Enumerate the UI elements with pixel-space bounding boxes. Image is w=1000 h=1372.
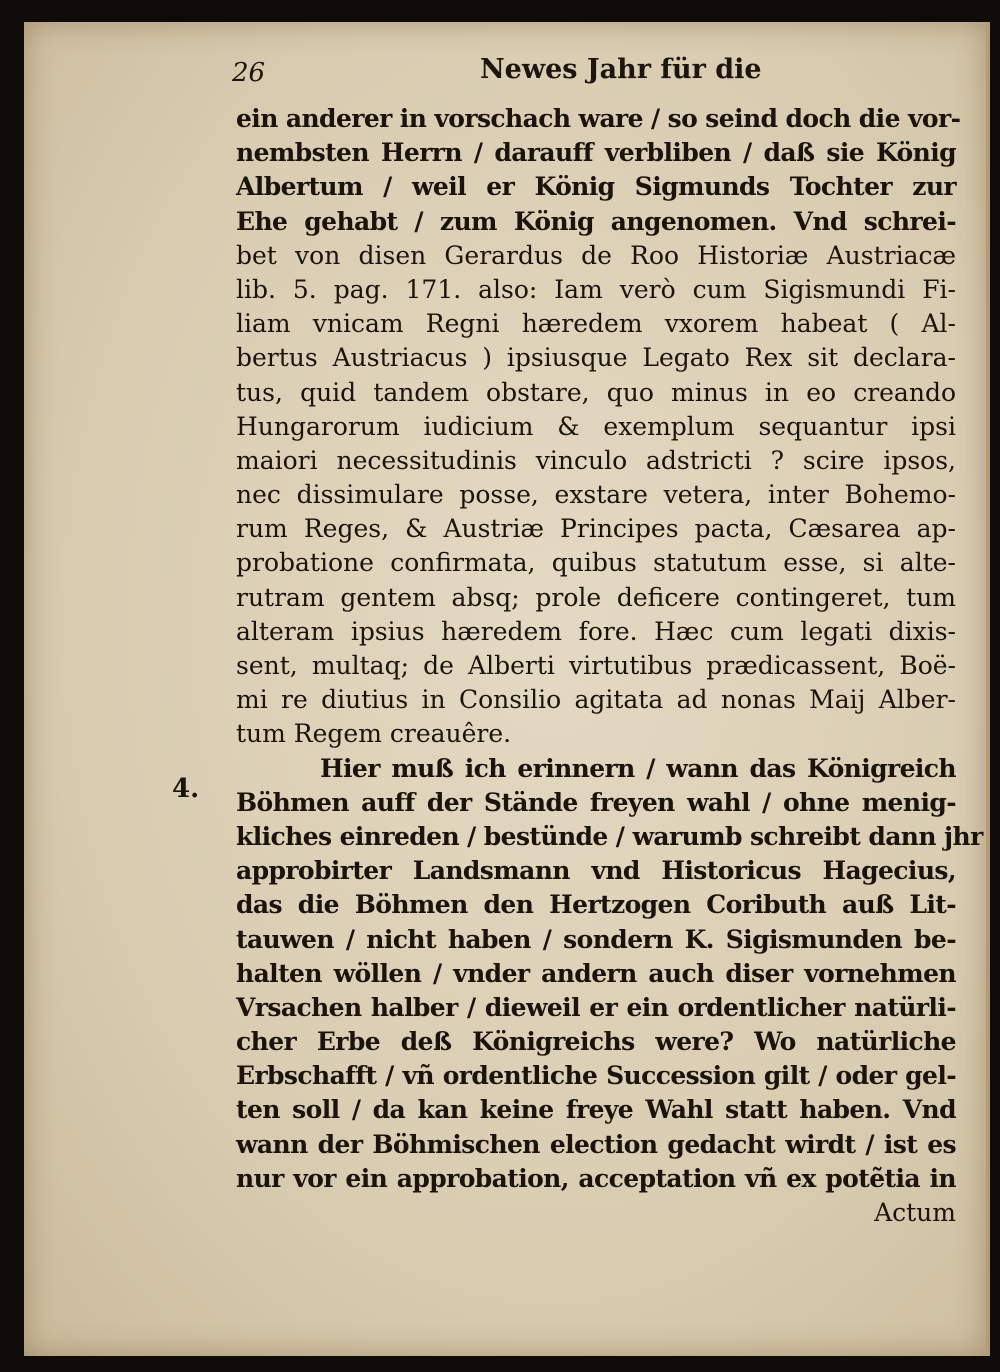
text-line: alteram ipsius hæredem fore. Hæc cum legati dixis- xyxy=(236,616,956,646)
text-line: Ehe gehabt / zum König angenomen. Vnd schrei- xyxy=(236,206,956,236)
text-line: Erbschafft / vñ ordentliche Succession gilt / oder gel- xyxy=(236,1061,956,1091)
text-line: mi re diutius in Consilio agitata ad nonas Maij Alber- xyxy=(236,685,956,715)
text-line: cher Erbe deß Königreichs were? Wo natürliche xyxy=(236,1027,956,1057)
text-line: Böhmen auff der Stände freyen wahl / ohne menig- xyxy=(236,787,956,817)
text-line: nec dissimulare posse, exstare vetera, inter Bohemo- xyxy=(236,480,956,510)
text-line: ein anderer in vorschach ware / so seind doch die vor- xyxy=(236,104,961,133)
text-line: ten soll / da kan keine freye Wahl statt haben. Vnd xyxy=(236,1095,956,1125)
text-line: tum Regem creauêre. xyxy=(236,719,512,749)
body-text xyxy=(236,102,983,1230)
text-line: Hungarorum iudicium & exemplum sequantur ipsi xyxy=(236,411,956,441)
catchword: Actum xyxy=(874,1198,956,1227)
text-line: tus, quid tandem obstare, quo minus in eo creando xyxy=(236,377,956,407)
text-line: kliches einreden / bestünde / warumb schreibt dann jhr xyxy=(236,821,983,851)
text-line: liam vnicam Regni hæredem vxorem habeat ( Al- xyxy=(236,309,956,339)
text-line: Hier muß ich erinnern / wann das Königreich xyxy=(320,753,956,783)
text-line: nur vor ein approbation, acceptation vñ ex potẽtia in xyxy=(236,1163,956,1193)
text-line: bertus Austriacus ) ipsiusque Legato Rex sit declara- xyxy=(236,343,956,373)
text-line: lib. 5. pag. 171. also: Iam verò cum Sigismundi Fi- xyxy=(236,274,956,304)
text-line: probatione confirmata, quibus statutum esse, si alte- xyxy=(236,548,956,578)
text-line: halten wöllen / vnder andern auch diser vornehmen xyxy=(236,958,956,988)
text-line: rutram gentem absq; prole deficere contingeret, tum xyxy=(236,582,956,612)
margin-note-number: 4. xyxy=(172,774,200,804)
page-number: 26 xyxy=(232,58,266,88)
text-line: maiori necessitudinis vinculo adstricti ? scire ipsos, xyxy=(236,445,956,475)
text-line: Vrsachen halber / dieweil er ein ordentlicher natürli- xyxy=(236,992,956,1022)
text-line: sent, multaq; de Alberti virtutibus prædicassent, Boë- xyxy=(236,651,956,680)
text-line: tauwen / nicht haben / sondern K. Sigismunden be- xyxy=(236,924,956,954)
text-line: Albertum / weil er König Sigmunds Tochter zur xyxy=(236,172,956,202)
text-line: das die Böhmen den Hertzogen Coributh auß Lit- xyxy=(236,890,956,920)
text-line: bet von disen Gerardus de Roo Historiæ Austriacæ xyxy=(236,240,956,270)
text-line: approbirter Landsmann vnd Historicus Hagecius, xyxy=(236,856,956,886)
text-line: nembsten Herrn / darauff verbliben / daß sie König xyxy=(236,138,956,168)
text-line: wann der Böhmischen election gedacht wirdt / ist es xyxy=(236,1129,956,1159)
running-head: Newes Jahr für die xyxy=(480,54,762,85)
text-line: rum Reges, & Austriæ Principes pacta, Cæsarea ap- xyxy=(236,514,956,544)
